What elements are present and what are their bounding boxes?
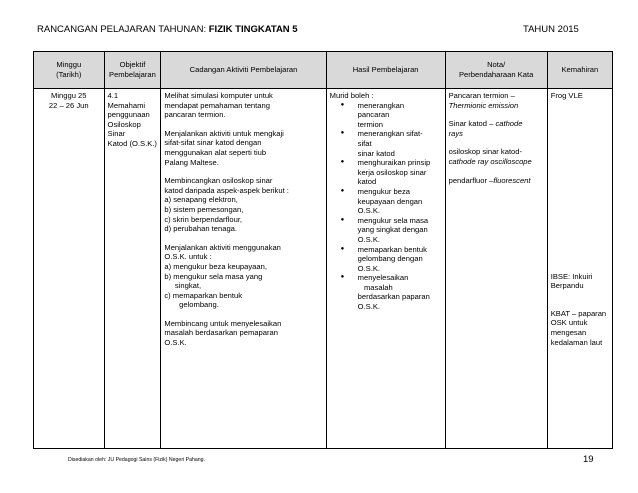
header-objektif: Objektif Pembelajaran (104, 52, 161, 89)
document-title (37, 24, 298, 35)
header-nota: Nota/ Perbendaharaan Kata (445, 52, 547, 89)
lesson-plan-table (33, 51, 613, 449)
table-header-row (34, 52, 613, 89)
footer-note: Disediakan oleh: JU Pedagogi Sains (Fizik) Negeri Pahang. (68, 457, 205, 463)
cell-nota: Pancaran termion – Thermionic emission Sinar katod – cathode rays osiloskop sinar katod- cathode ray oscilloscope pendarfluor –fluorescent (445, 89, 547, 449)
list-item: ● menghuraikan prinsip kerja osiloskop sinar katod (358, 158, 442, 187)
list-item: ● mengukur sela masa yang singkat dengan O.S.K. (358, 216, 442, 245)
cell-minggu: Minggu 25 22 – 26 Jun (34, 89, 105, 449)
list-item: ● memaparkan bentuk gelombang dengan O.S.K. (358, 245, 442, 274)
page-number: 19 (583, 454, 594, 465)
list-item: ● menerangkan sifat- sifat sinar katod (358, 129, 442, 158)
table-row (34, 89, 613, 449)
cell-hasil: Murid boleh : ● menerangkan pancaran termion ● menerangkan sifat- sifat sinar katod ● menghuraikan prinsip kerja osiloskop sinar katod ● mengukur beza keupayaan dengan O.S.K. ● mengukur sela masa yang singkat dengan O.S.K. ● memaparkan bentuk gelombang dengan O.S.K. ● menyelesaikan masalah berdasarkan paparan O.S.K. (326, 89, 445, 449)
document-year: TAHUN 2015 (523, 24, 579, 35)
header-minggu: Minggu (Tarikh) (34, 52, 105, 89)
header-cadangan: Cadangan Aktiviti Pembelajaran (161, 52, 326, 89)
cell-cadangan: Melihat simulasi komputer untuk mendapat pemahaman tentang pancaran termion. Menjalankan aktiviti untuk mengkaji sifat-sifat sinar katod dengan menggunakan alat seperti tiub Palang Maltese. Membincangkan osiloskop sinar katod daripada aspek-aspek berikut : a) senapang elektron, b) sistem pemesongan, c) skrin berpendarflour, d) perubahan tenaga. Menjalankan aktiviti menggunakan O.S.K. untuk : a) mengukur beza keupayaan, b) mengukur sela masa yang singkat, c) memaparkan bentuk gelombang. Membincang untuk menyelesaikan masalah berdasarkan pemaparan O.S.K. (161, 89, 326, 449)
header-hasil: Hasil Pembelajaran (326, 52, 445, 89)
hasil-list (330, 101, 442, 312)
header-kemahiran: Kemahiran (547, 52, 612, 89)
title-subject: FIZIK TINGKATAN 5 (208, 24, 298, 35)
cell-kemahiran: Frog VLE IBSE: Inkuiri Berpandu KBAT – paparan OSK untuk mengesan kedalaman laut (547, 89, 612, 449)
list-item: ● menyelesaikan masalah berdasarkan paparan O.S.K. (358, 273, 442, 311)
list-item: ● mengukur beza keupayaan dengan O.S.K. (358, 187, 442, 216)
cell-objektif: 4.1 Memahami penggunaan Osiloskop Sinar Katod (O.S.K.) (104, 89, 161, 449)
title-prefix: RANCANGAN PELAJARAN TAHUNAN: (37, 24, 209, 35)
list-item: ● menerangkan pancaran termion (358, 101, 442, 130)
